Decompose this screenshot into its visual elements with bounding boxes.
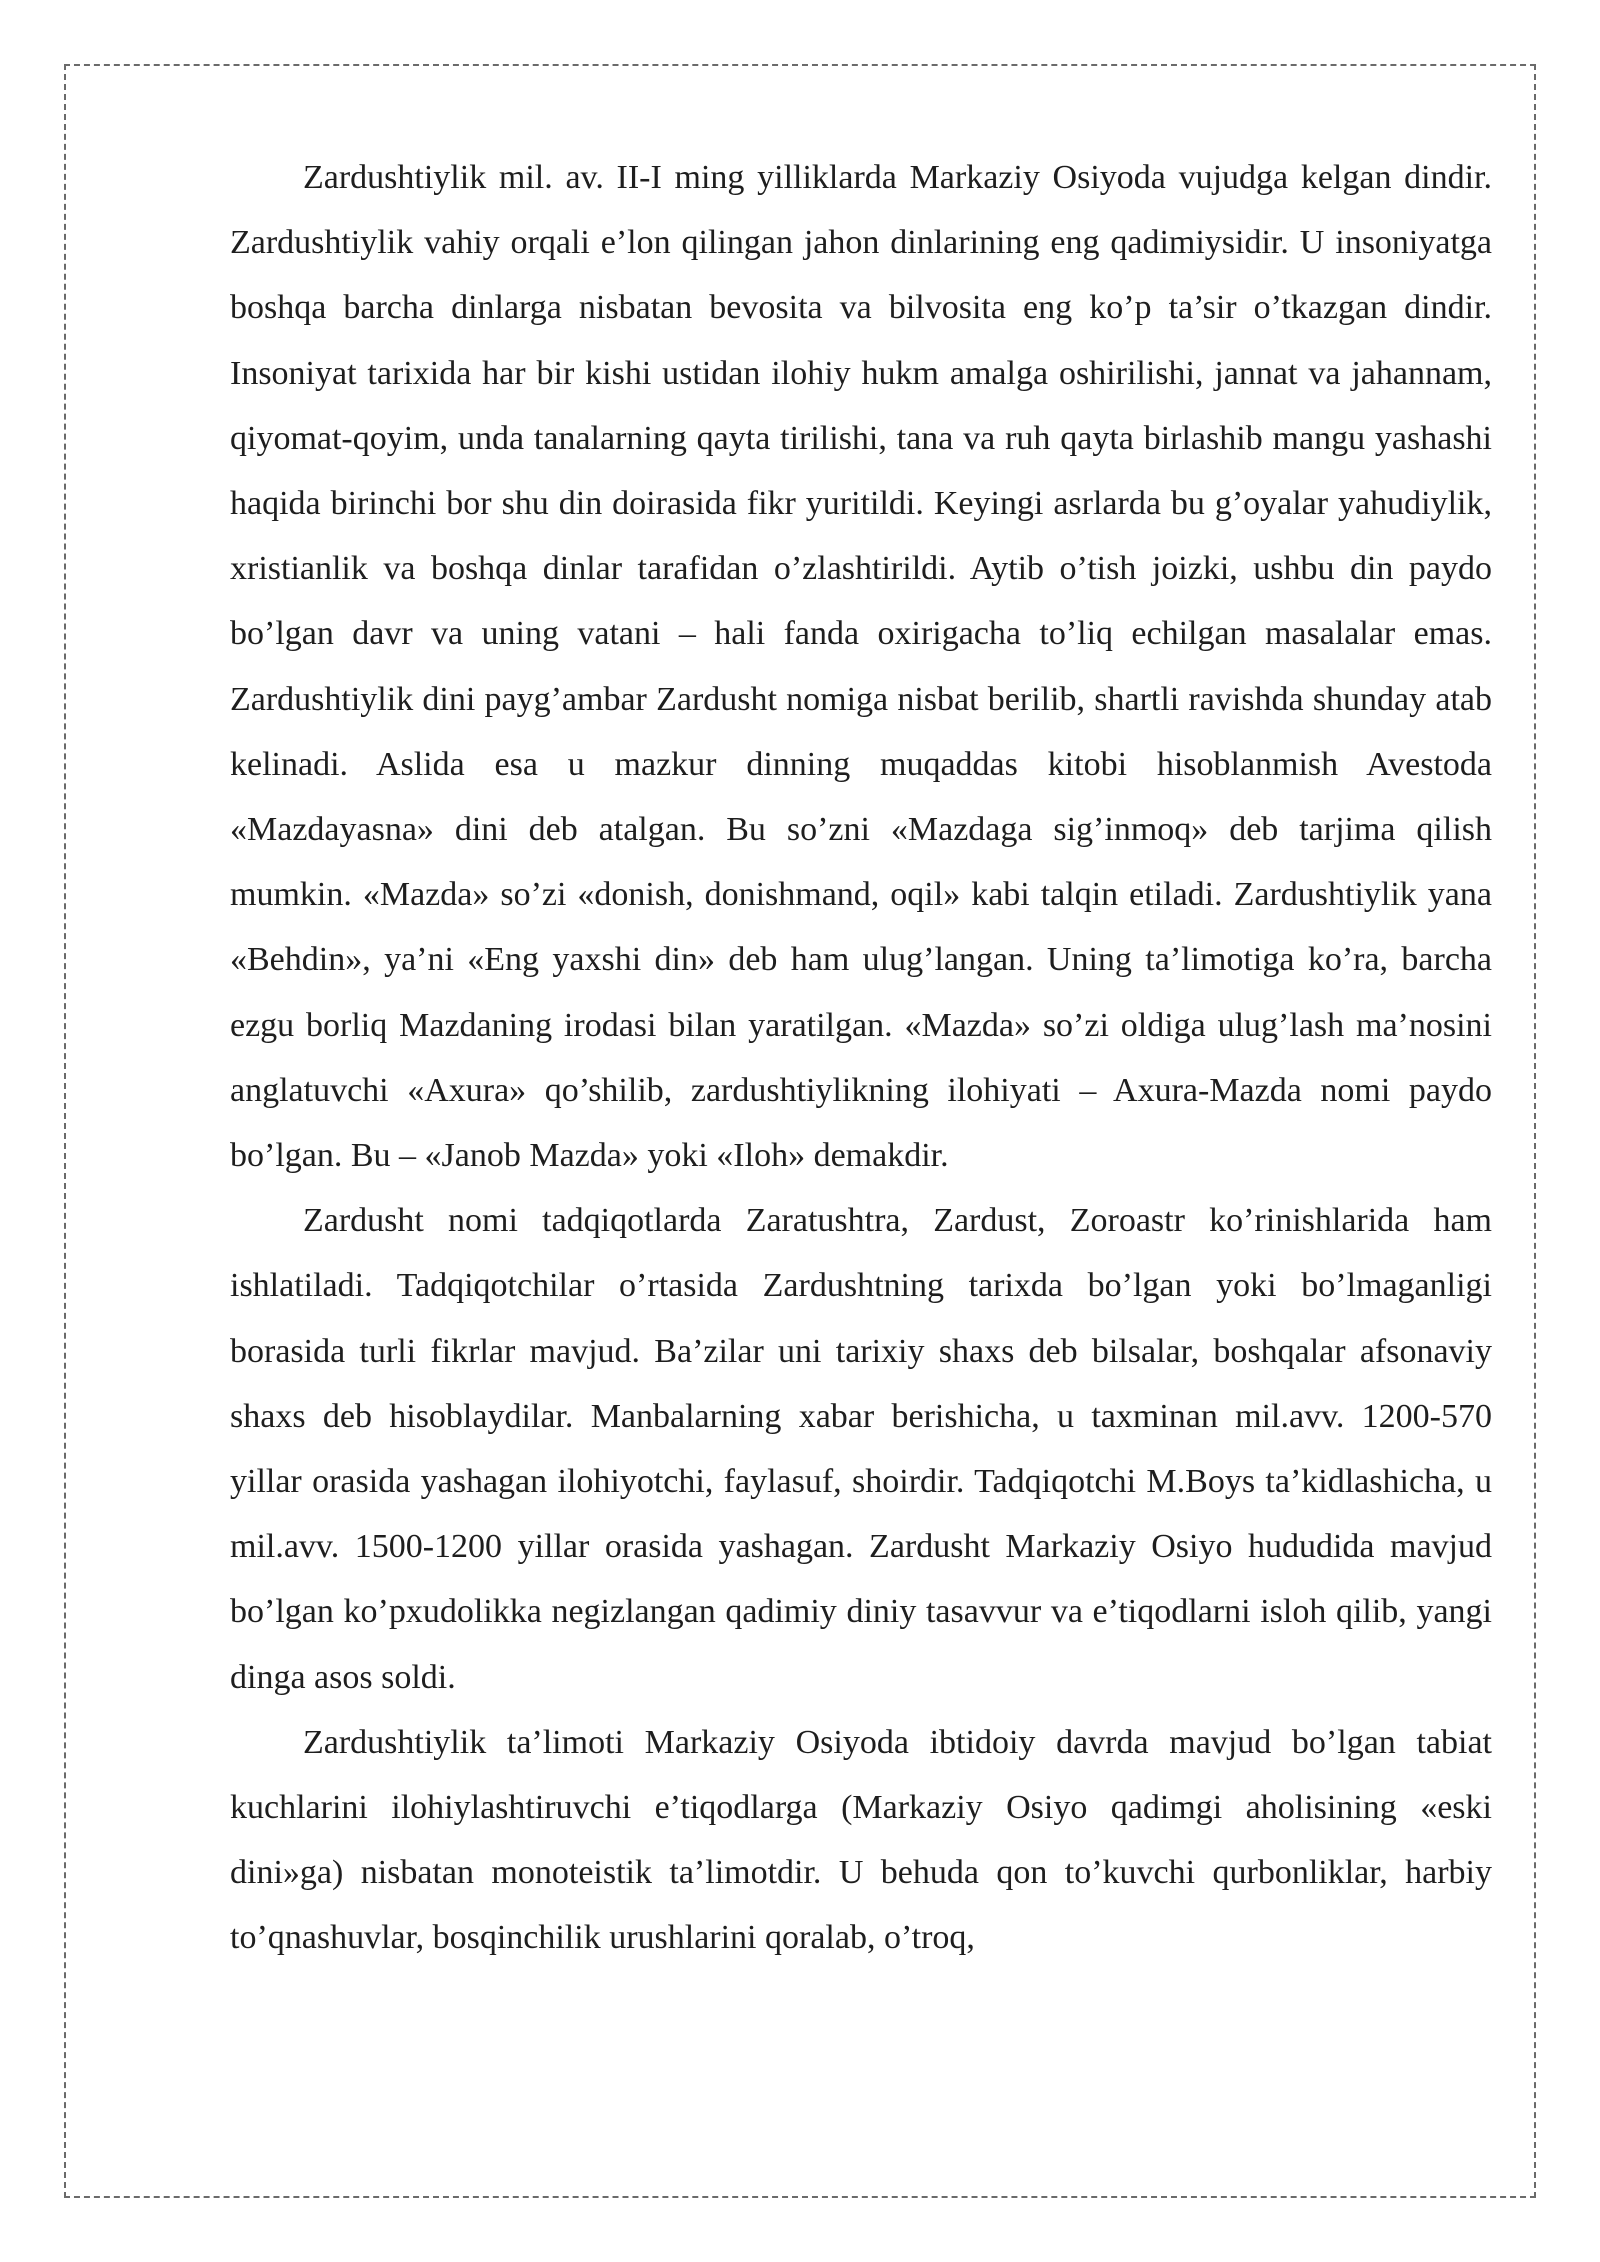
- paragraph-2: Zardusht nomi tadqiqotlarda Zaratushtra, Zardust, Zoroastr ko’rinishlarida ham ishlatiladi. Tadqiqotchilar o’rtasida Zardushtning tarixda bo’lgan yoki bo’lmaganligi borasida turli fikrlar mavjud. Ba’zilar uni tarixiy shaxs deb bilsalar, boshqalar afsonaviy shaxs deb hisoblaydilar. Manbalarning xabar berishicha, u taxminan mil.avv. 1200-570 yillar orasida yashagan ilohiyotchi, faylasuf, shoirdir. Tadqiqotchi M.Boys ta’kidlashicha, u mil.avv. 1500-1200 yillar orasida yashagan. Zardusht Markaziy Osiyo hududida mavjud bo’lgan ko’pxudolikka negizlangan qadimiy diniy tasavvur va e’tiqodlarni isloh qilib, yangi dinga asos soldi.: [230, 1202, 1492, 1696]
- paragraph-1: Zardushtiylik mil. av. II-I ming yilliklarda Markaziy Osiyoda vujudga kelgan dindir. Zardushtiylik vahiy orqali e’lon qilingan jahon dinlarining eng qadimiysidir. U insoniyatga boshqa barcha dinlarga nisbatan bevosita va bilvosita eng ko’p ta’sir o’tkazgan dindir. Insoniyat tarixida har bir kishi ustidan ilohiy hukm amalga oshirilishi, jannat va jahannam, qiyomat-qoyim, unda tanalarning qayta tirilishi, tana va ruh qayta birlashib mangu yashashi haqida birinchi bor shu din doirasida fikr yuritildi. Keyingi asrlarda bu g’oyalar yahudiylik, xristianlik va boshqa dinlar tarafidan o’zlashtirildi. Aytib o’tish joizki, ushbu din paydo bo’lgan davr va uning vatani – hali fanda oxirigacha to’liq echilgan masalalar emas. Zardushtiylik dini payg’ambar Zardusht nomiga nisbat berilib, shartli ravishda shunday atab kelinadi. Aslida esa u mazkur dinning muqaddas kitobi hisoblanmish Avestoda «Mazdayasna» dini deb atalgan. Bu so’zni «Mazdaga sig’inmoq» deb tarjima qilish mumkin. «Mazda» so’zi «donish, donishmand, oqil» kabi talqin etiladi. Zardushtiylik yana «Behdin», ya’ni «Eng yaxshi din» deb ham ulug’langan. Uning ta’limotiga ko’ra, barcha ezgu borliq Mazdaning irodasi bilan yaratilgan. «Mazda» so’zi oldiga ulug’lash ma’nosini anglatuvchi «Axura» qo’shilib, zardushtiylikning ilohiyati – Axura-Mazda nomi paydo bo’lgan. Bu – «Janob Mazda» yoki «Iloh» demakdir.: [230, 159, 1492, 1175]
- paragraph-3: Zardushtiylik ta’limoti Markaziy Osiyoda ibtidoiy davrda mavjud bo’lgan tabiat kuchlarini ilohiylashtiruvchi e’tiqodlarga (Markaziy Osiyo qadimgi aholisining «eski dini»ga) nisbatan monoteistik ta’limotdir. U behuda qon to’kuvchi qurbonliklar, harbiy to’qnashuvlar, bosqinchilik urushlarini qoralab, o’troq,: [230, 1723, 1492, 1957]
- document-body: [230, 145, 1492, 1971]
